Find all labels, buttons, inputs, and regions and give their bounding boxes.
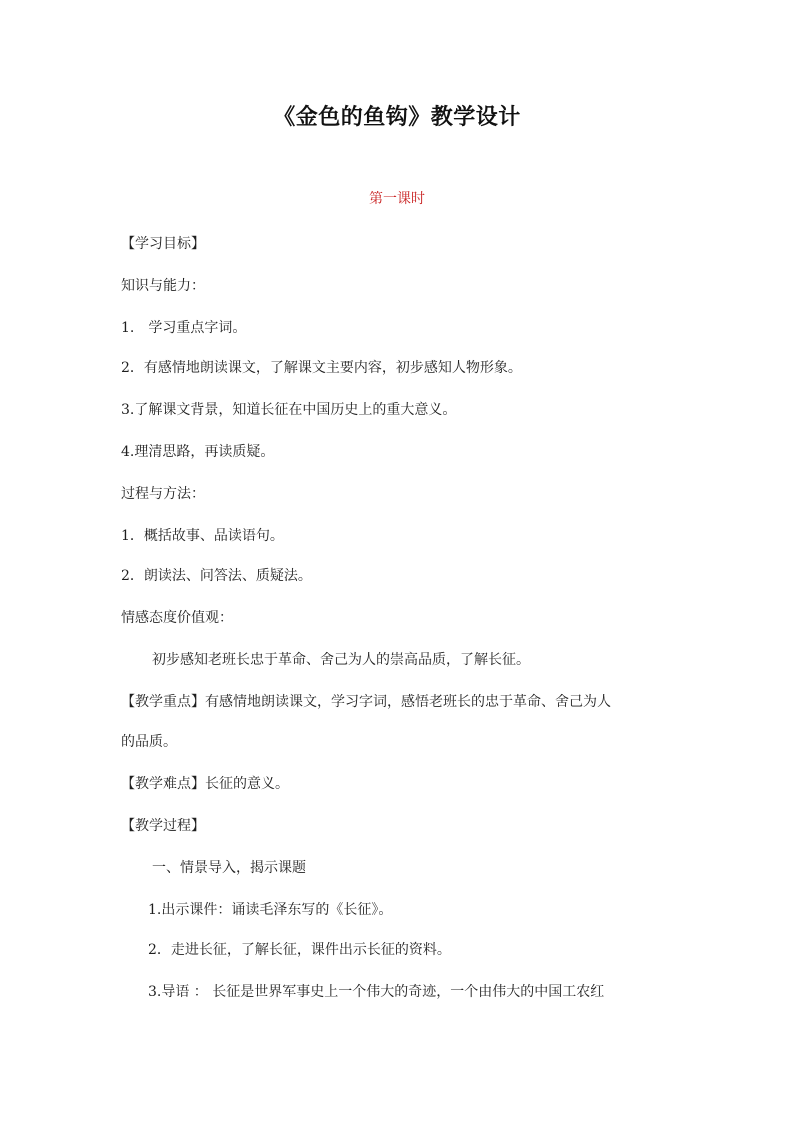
text-line: 1.出示课件：诵读毛泽东写的《长征》。 <box>148 902 393 918</box>
text-line: 3.导语 ： 长征是世界军事史上一个伟大的奇迹，一个由伟大的中国工农红 <box>148 984 605 1000</box>
text-line: 2．朗读法、问答法、质疑法。 <box>121 568 312 584</box>
text-line: 2．走进长征，了解长征，课件出示长征的资料。 <box>148 942 451 958</box>
text-line: 知识与能力： <box>121 278 205 294</box>
section-heading-teaching-focus: 【教学重点】有感情地朗读课文，学习字词，感悟老班长的忠于革命、舍己为人 <box>121 694 611 710</box>
document-title: 《金色的鱼钩》教学设计 <box>273 105 521 130</box>
text-line: 的品质。 <box>121 734 177 750</box>
text-line: 一、情景导入，揭示课题 <box>152 860 306 876</box>
text-line: 4.理清思路，再读质疑。 <box>121 444 275 460</box>
text-line: 初步感知老班长忠于革命、舍己为人的崇高品质，了解长征。 <box>152 652 530 668</box>
text-line: 情感态度价值观： <box>121 610 233 626</box>
lesson-subtitle: 第一课时 <box>369 191 425 207</box>
section-heading-teaching-difficulty: 【教学难点】长征的意义。 <box>121 776 289 792</box>
section-heading-teaching-process: 【教学过程】 <box>121 818 205 834</box>
text-line: 1．概括故事、品读语句。 <box>121 528 284 544</box>
section-heading-learning-goals: 【学习目标】 <box>121 236 205 252</box>
text-line: 2．有感情地朗读课文，了解课文主要内容，初步感知人物形象。 <box>121 360 522 376</box>
text-line: 1. 学习重点字词。 <box>121 320 247 336</box>
text-line: 3.了解课文背景，知道长征在中国历史上的重大意义。 <box>121 402 457 418</box>
text-line: 过程与方法： <box>121 486 205 502</box>
